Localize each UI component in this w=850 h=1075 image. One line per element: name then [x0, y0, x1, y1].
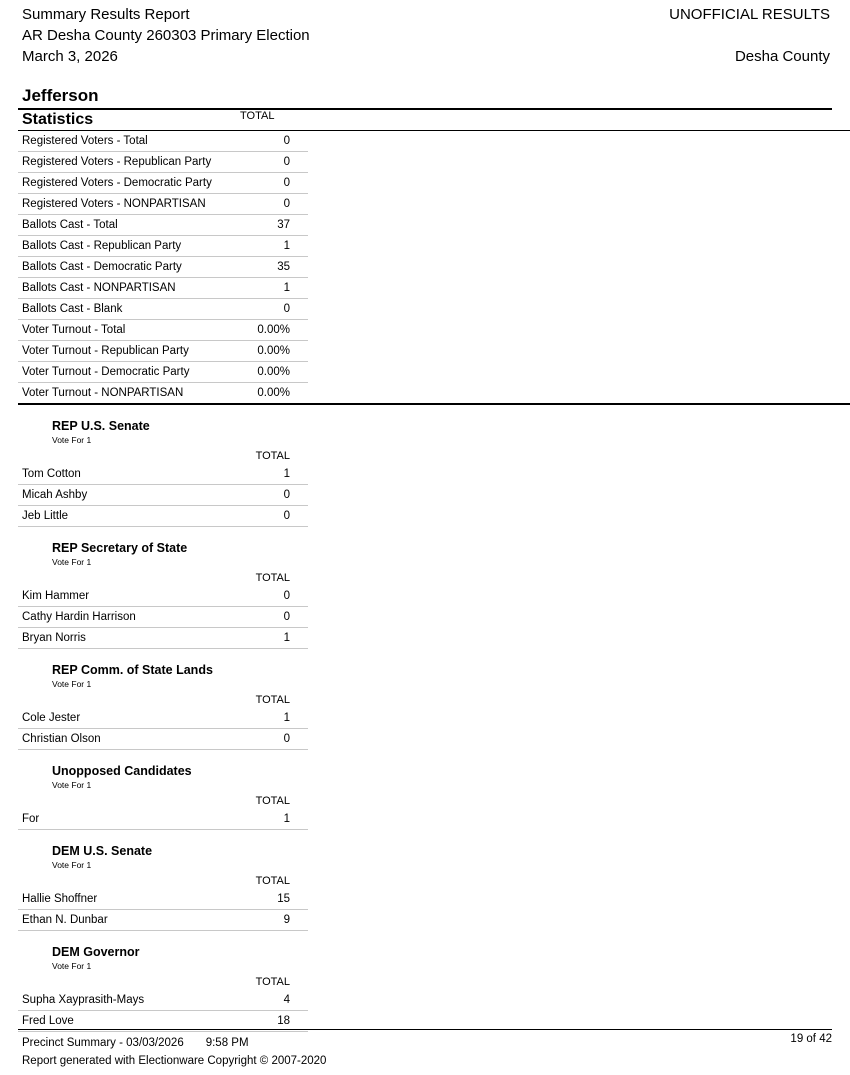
footer-summary-label: Precinct Summary - 03/03/2026	[22, 1037, 184, 1049]
statistics-row-label: Registered Voters - Total	[18, 131, 216, 152]
statistics-row-value: 0.00%	[216, 320, 308, 341]
candidate-votes: 0	[216, 729, 308, 750]
report-header	[18, 0, 832, 74]
candidate-name: Micah Ashby	[18, 485, 216, 506]
contest-block	[18, 945, 308, 1032]
statistics-total-header: TOTAL	[240, 110, 275, 122]
candidate-votes: 9	[216, 910, 308, 931]
statistics-row-label: Registered Voters - NONPARTISAN	[18, 194, 216, 215]
statistics-row-value: 0.00%	[216, 362, 308, 383]
contest-vote-for: Vote For 1	[52, 961, 92, 971]
statistics-row-label: Ballots Cast - Total	[18, 215, 216, 236]
statistics-row-label: Ballots Cast - Republican Party	[18, 236, 216, 257]
election-name: AR Desha County 260303 Primary Election	[22, 27, 310, 44]
statistics-row-value: 1	[216, 236, 308, 257]
candidate-row	[18, 910, 308, 931]
candidate-table	[18, 809, 308, 830]
statistics-row-label: Ballots Cast - NONPARTISAN	[18, 278, 216, 299]
candidate-row	[18, 586, 308, 607]
statistics-row	[18, 194, 308, 215]
candidate-votes: 0	[216, 506, 308, 527]
statistics-row-label: Registered Voters - Republican Party	[18, 152, 216, 173]
contest-vote-for: Vote For 1	[52, 557, 92, 567]
unofficial-results-label: UNOFFICIAL RESULTS	[669, 6, 830, 23]
statistics-row	[18, 152, 308, 173]
candidate-name: Kim Hammer	[18, 586, 216, 607]
contest-total-header: TOTAL	[255, 694, 290, 706]
candidate-name: Jeb Little	[18, 506, 216, 527]
candidate-name: Christian Olson	[18, 729, 216, 750]
statistics-row-value: 0	[216, 131, 308, 152]
statistics-row	[18, 299, 308, 320]
election-date: March 3, 2026	[22, 48, 118, 65]
contest-total-header: TOTAL	[255, 795, 290, 807]
candidate-votes: 15	[216, 889, 308, 910]
footer-page-number: 19 of 42	[790, 1033, 832, 1045]
candidate-row	[18, 464, 308, 485]
candidate-table	[18, 586, 308, 649]
contest-title: REP Secretary of State	[52, 541, 188, 555]
contest-vote-for: Vote For 1	[52, 435, 92, 445]
candidate-votes: 0	[216, 485, 308, 506]
footer-rule	[18, 1029, 832, 1030]
statistics-row	[18, 278, 308, 299]
statistics-row-value: 35	[216, 257, 308, 278]
statistics-row	[18, 215, 308, 236]
statistics-row-label: Registered Voters - Democratic Party	[18, 173, 216, 194]
header-left	[22, 4, 310, 67]
contest-vote-for: Vote For 1	[52, 679, 92, 689]
statistics-row-label: Voter Turnout - Total	[18, 320, 216, 341]
contest-block	[18, 541, 308, 649]
contest-total-header: TOTAL	[255, 450, 290, 462]
candidate-votes: 0	[216, 607, 308, 628]
contest-title: DEM Governor	[52, 945, 140, 959]
statistics-row	[18, 131, 308, 152]
candidate-row	[18, 628, 308, 649]
candidate-name: Tom Cotton	[18, 464, 216, 485]
statistics-row-label: Voter Turnout - Republican Party	[18, 341, 216, 362]
footer-generated-note: Report generated with Electionware Copyright © 2007-2020	[22, 1055, 327, 1067]
statistics-row	[18, 362, 308, 383]
statistics-row-value: 1	[216, 278, 308, 299]
candidate-name: Hallie Shoffner	[18, 889, 216, 910]
candidate-row	[18, 708, 308, 729]
statistics-row	[18, 341, 308, 362]
statistics-row	[18, 383, 308, 404]
candidate-name: Fred Love	[18, 1011, 216, 1032]
candidate-row	[18, 506, 308, 527]
contest-vote-for: Vote For 1	[52, 860, 92, 870]
report-title: Summary Results Report	[22, 6, 190, 23]
statistics-row-value: 0	[216, 299, 308, 320]
contest-block	[18, 419, 308, 527]
contest-block	[18, 764, 308, 830]
report-footer	[18, 1029, 832, 1067]
candidate-row	[18, 889, 308, 910]
contests-container	[18, 419, 832, 1032]
statistics-row-label: Ballots Cast - Blank	[18, 299, 216, 320]
contest-title: REP U.S. Senate	[52, 419, 150, 433]
statistics-row-value: 0	[216, 194, 308, 215]
contest-total-header: TOTAL	[255, 572, 290, 584]
statistics-table	[18, 131, 308, 403]
candidate-table	[18, 708, 308, 750]
statistics-section	[18, 110, 850, 405]
candidate-votes: 0	[216, 586, 308, 607]
statistics-row	[18, 173, 308, 194]
statistics-row-value: 37	[216, 215, 308, 236]
candidate-name: For	[18, 809, 216, 830]
footer-time: 9:58 PM	[205, 1037, 249, 1049]
candidate-name: Cole Jester	[18, 708, 216, 729]
footer-summary	[18, 1037, 249, 1049]
candidate-row	[18, 607, 308, 628]
candidate-votes: 1	[216, 809, 308, 830]
candidate-votes: 1	[216, 464, 308, 485]
candidate-votes: 18	[216, 1011, 308, 1032]
candidate-table	[18, 464, 308, 527]
statistics-bottom-rule	[18, 403, 850, 405]
candidate-row	[18, 729, 308, 750]
contest-block	[18, 844, 308, 931]
header-right	[669, 4, 830, 67]
statistics-row-label: Voter Turnout - NONPARTISAN	[22, 387, 184, 399]
candidate-name: Supha Xayprasith-Mays	[18, 990, 216, 1011]
statistics-row-label: Ballots Cast - Democratic Party	[18, 257, 216, 278]
statistics-row	[18, 320, 308, 341]
candidate-name: Ethan N. Dunbar	[18, 910, 216, 931]
candidate-name: Cathy Hardin Harrison	[18, 607, 216, 628]
statistics-row-label: Voter Turnout - Democratic Party	[18, 362, 216, 383]
candidate-table	[18, 889, 308, 931]
candidate-row	[18, 809, 308, 830]
contest-title: REP Comm. of State Lands	[52, 663, 213, 677]
contest-total-header: TOTAL	[255, 875, 290, 887]
candidate-row	[18, 485, 308, 506]
county-label: Desha County	[734, 48, 830, 65]
contest-vote-for: Vote For 1	[52, 780, 92, 790]
statistics-row-value: 0.00%	[257, 387, 290, 399]
statistics-row	[18, 236, 308, 257]
candidate-name: Bryan Norris	[18, 628, 216, 649]
candidate-votes: 4	[216, 990, 308, 1011]
statistics-row-value: 0	[216, 173, 308, 194]
statistics-heading: Statistics	[22, 111, 94, 128]
candidate-votes: 1	[216, 708, 308, 729]
contest-total-header: TOTAL	[255, 976, 290, 988]
contest-title: DEM U.S. Senate	[52, 844, 153, 858]
candidate-table	[18, 990, 308, 1032]
statistics-header	[18, 110, 850, 131]
contest-title: Unopposed Candidates	[52, 764, 192, 778]
candidate-row	[18, 990, 308, 1011]
statistics-row-value: 0	[216, 152, 308, 173]
precinct-name: Jefferson	[18, 86, 832, 110]
statistics-row	[18, 257, 308, 278]
candidate-votes: 1	[216, 628, 308, 649]
statistics-row-value: 0.00%	[216, 341, 308, 362]
contest-block	[18, 663, 308, 750]
